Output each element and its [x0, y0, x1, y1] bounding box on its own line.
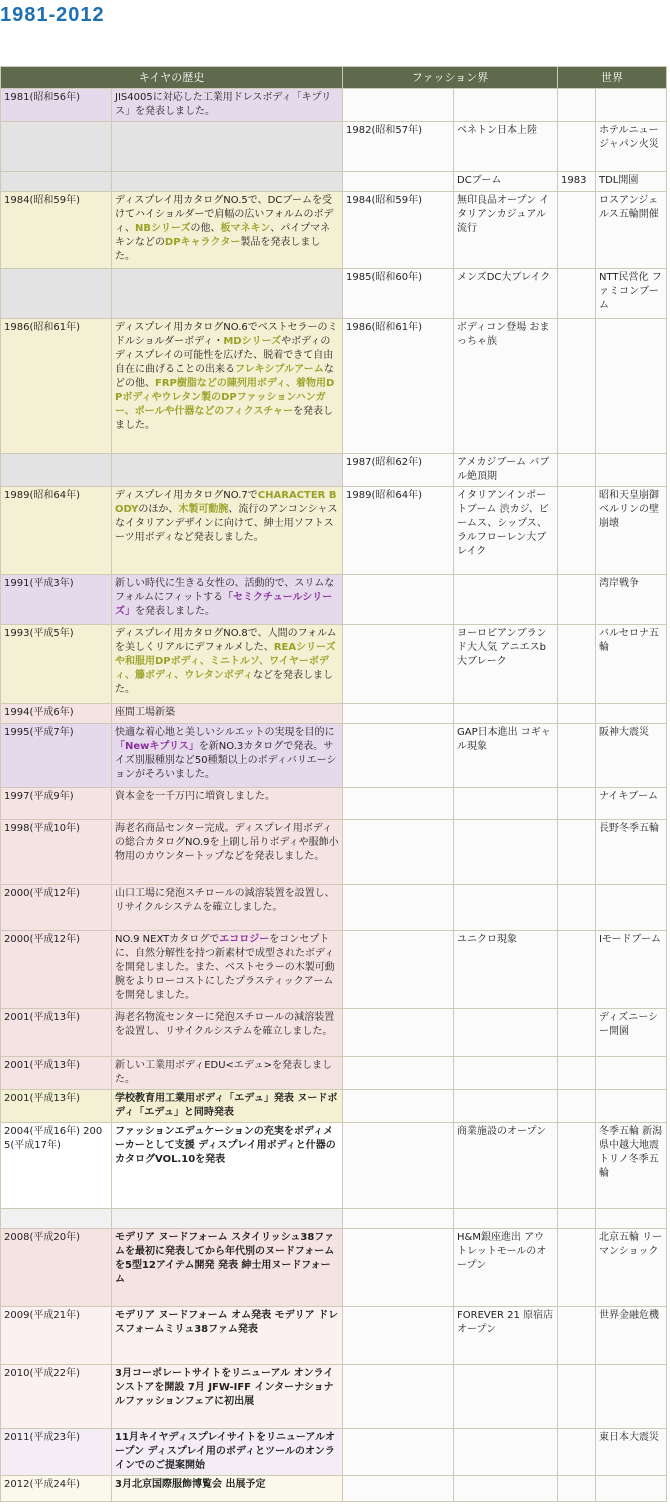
kiya-cell: [112, 931, 343, 1009]
history-row: [1, 1365, 667, 1429]
history-row: [1, 487, 667, 575]
year-text: 1991(平成3年): [4, 578, 74, 589]
fashion-cell: [454, 122, 558, 172]
kiya-text-segment: 新しい時代に生きる女性の、活動的で、スリムなフォルムにフィットする: [115, 578, 335, 603]
kiya-text-segment: フレキシブルアーム: [235, 364, 324, 375]
year-text: 2000(平成12年): [4, 934, 80, 945]
fashion-cell: [454, 1307, 558, 1365]
history-row: [1, 122, 667, 172]
world-cell: [596, 820, 667, 885]
history-row: [1, 454, 667, 487]
year-cell: [1, 454, 112, 487]
world-year-cell: [558, 1057, 596, 1090]
fashion-cell: [454, 454, 558, 487]
history-row: [1, 1429, 667, 1476]
page-title: 1981-2012: [0, 4, 105, 26]
fashion-cell: [454, 1090, 558, 1123]
world-cell: [596, 269, 667, 319]
kiya-text-segment: モデリア ヌードフォーム スタイリッシュ38ファムを最初に発表してから年代別のヌードフォームを5型12アイテム開発 発表 紳士用ヌードフォーム: [115, 1232, 335, 1285]
fashion-cell: [454, 625, 558, 704]
kiya-text-segment: 快適な着心地と美しいシルエットの実現を目的に: [115, 727, 335, 738]
world-text: ロスアンジェルス五輪開催: [599, 195, 659, 220]
kiya-text-segment: NO.9 NEXTカタログで: [115, 934, 220, 945]
year-cell: [1, 625, 112, 704]
fashion-year-cell: [343, 122, 454, 172]
fashion-year-cell: [343, 1429, 454, 1476]
history-row: [1, 931, 667, 1009]
history-row: [1, 1009, 667, 1057]
fashion-year-text: 1985(昭和60年): [346, 272, 422, 283]
year-cell: [1, 885, 112, 931]
world-year-cell: [558, 1365, 596, 1429]
world-cell: [596, 724, 667, 788]
fashion-cell: [454, 1209, 558, 1229]
fashion-year-cell: [343, 704, 454, 724]
year-cell: [1, 269, 112, 319]
kiya-cell: [112, 172, 343, 192]
world-cell: [596, 788, 667, 820]
fashion-cell: [454, 192, 558, 269]
kiya-cell: [112, 1429, 343, 1476]
kiya-cell: [112, 1229, 343, 1307]
world-text: 昭和天皇崩御 ベルリンの壁崩壊: [599, 490, 659, 529]
kiya-text-segment: を新NO.3カタログで発表。サイズ別服種別など50種類以上のボディバリエーションがそろいました。: [115, 741, 337, 780]
world-text: 東日本大震災: [599, 1432, 659, 1443]
world-year-cell: [558, 1229, 596, 1307]
history-row: [1, 724, 667, 788]
kiya-text-segment: モデリア ヌードフォーム オム発表 モデリア ドレスフォームミリュ38ファム発表: [115, 1310, 339, 1335]
fashion-text: DCブーム: [457, 175, 502, 186]
fashion-text: 商業施設のオープン: [457, 1126, 547, 1137]
world-year-cell: [558, 885, 596, 931]
fashion-year-cell: [343, 89, 454, 122]
history-row: [1, 1307, 667, 1365]
fashion-year-cell: [343, 1123, 454, 1209]
year-text: 2000(平成12年): [4, 888, 80, 899]
kiya-text-segment: 製品を発表しました。: [115, 237, 321, 262]
fashion-cell: [454, 1123, 558, 1209]
fashion-cell: [454, 1009, 558, 1057]
kiya-cell: [112, 1476, 343, 1502]
kiya-text-segment: 学校教育用工業用ボディ「エデュ」発表 ヌードボディ「エデュ」と同時発表: [115, 1093, 338, 1118]
world-cell: [596, 1229, 667, 1307]
world-year-cell: [558, 89, 596, 122]
fashion-cell: [454, 788, 558, 820]
kiya-cell: [112, 192, 343, 269]
world-text: 冬季五輪 新潟県中越大地震 トリノ冬季五輪: [599, 1126, 663, 1179]
year-cell: [1, 788, 112, 820]
kiya-text-segment: 山口工場に発泡スチロールの減溶装置を設置し、リサイクルシステムを確立しました。: [115, 888, 335, 913]
kiya-text-segment: などを発表しました。: [115, 670, 333, 695]
history-row: [1, 820, 667, 885]
kiya-text-segment: 海老名商品センター完成。ディスプレイ用ボディの総合カタログNO.9を上刷し吊りボディや服飾小物用のカウンタートップなどを発表しました。: [115, 823, 339, 862]
world-year-cell: [558, 319, 596, 454]
kiya-text-segment: 木製可動腕: [178, 504, 229, 515]
year-text: 1994(平成6年): [4, 707, 74, 718]
fashion-text: ボディコン登場 おまっちゃ族: [457, 322, 550, 347]
kiya-text-segment: FRP樹脂などの陳列用ボディ、着物用DPボディやウレタン製のDPファッションハンガー、ポールや什器などのフィクスチャー: [115, 378, 335, 417]
year-text: 2009(平成21年): [4, 1310, 80, 1321]
world-cell: [596, 1429, 667, 1476]
world-year-cell: [558, 625, 596, 704]
fashion-cell: [454, 1476, 558, 1502]
world-cell: [596, 172, 667, 192]
year-text: 2001(平成13年): [4, 1012, 80, 1023]
fashion-year-cell: [343, 487, 454, 575]
kiya-cell: [112, 122, 343, 172]
year-text: 2012(平成24年): [4, 1479, 80, 1490]
world-cell: [596, 1476, 667, 1502]
world-cell: [596, 319, 667, 454]
history-row: [1, 172, 667, 192]
year-cell: [1, 1057, 112, 1090]
world-cell: [596, 487, 667, 575]
fashion-year-cell: [343, 454, 454, 487]
year-cell: [1, 122, 112, 172]
kiya-text-segment: やボディのディスプレイの可能性を広げた、脱着できて自由自在に曲げることの出来る: [115, 336, 334, 375]
world-cell: [596, 1123, 667, 1209]
world-year-cell: [558, 1009, 596, 1057]
fashion-year-cell: [343, 625, 454, 704]
year-text: 2001(平成13年): [4, 1093, 80, 1104]
history-body: [1, 89, 667, 1502]
fashion-year-cell: [343, 192, 454, 269]
kiya-cell: [112, 454, 343, 487]
year-cell: [1, 724, 112, 788]
fashion-text: アメカジブーム バブル絶頂期: [457, 457, 550, 482]
fashion-cell: [454, 820, 558, 885]
world-cell: [596, 1009, 667, 1057]
world-year-cell: [558, 269, 596, 319]
kiya-text-segment: のほか、: [138, 504, 179, 515]
year-cell: [1, 820, 112, 885]
year-cell: [1, 1009, 112, 1057]
kiya-cell: [112, 625, 343, 704]
kiya-cell: [112, 575, 343, 625]
kiya-text-segment: 海老名物流センターに発泡スチロールの減溶装置を設置し、リサイクルシステムを確立しました。: [115, 1012, 335, 1037]
kiya-cell: [112, 1090, 343, 1123]
year-text: 1986(昭和61年): [4, 322, 80, 333]
world-year-cell: [558, 931, 596, 1009]
fashion-text: メンズDC大ブレイク: [457, 272, 551, 283]
fashion-year-cell: [343, 1476, 454, 1502]
history-row: [1, 89, 667, 122]
world-cell: [596, 1209, 667, 1229]
world-cell: [596, 1365, 667, 1429]
kiya-cell: [112, 89, 343, 122]
kiya-text-segment: エコロジー: [219, 934, 270, 945]
world-year-cell: [558, 704, 596, 724]
fashion-text: FOREVER 21 原宿店オープン: [457, 1310, 554, 1335]
history-row: [1, 1057, 667, 1090]
fashion-year-text: 1989(昭和64年): [346, 490, 422, 501]
kiya-text-segment: 、パイプマネキンなどの: [115, 223, 331, 248]
header-fashion-world: ファッション界: [343, 67, 558, 89]
year-cell: [1, 931, 112, 1009]
fashion-year-text: 1987(昭和62年): [346, 457, 422, 468]
world-cell: [596, 575, 667, 625]
fashion-year-cell: [343, 931, 454, 1009]
fashion-year-cell: [343, 1057, 454, 1090]
kiya-text-segment: 資本金を一千万円に増資しました。: [115, 791, 275, 802]
world-year-cell: [558, 724, 596, 788]
kiya-text-segment: DPキャラクター: [164, 237, 241, 248]
fashion-year-text: 1984(昭和59年): [346, 195, 422, 206]
kiya-text-segment: 「セミクチュールシリーズ」: [115, 592, 333, 617]
history-row: [1, 192, 667, 269]
year-text: 1998(平成10年): [4, 823, 80, 834]
world-cell: [596, 89, 667, 122]
fashion-text: 無印良品オープン イタリアンカジュアル流行: [457, 195, 550, 234]
world-year-cell: [558, 1429, 596, 1476]
fashion-text: H&M銀座進出 アウトレットモールのオープン: [457, 1232, 547, 1271]
kiya-text-segment: をコンセプトに、自然分解性を持つ新素材で成型されたボディを開発しました。また、ベストセラーの木製可動腕をよりローコストにしたプラスティックアームを開発しました。: [115, 934, 335, 1001]
world-cell: [596, 1090, 667, 1123]
fashion-cell: [454, 1365, 558, 1429]
world-year-cell: [558, 788, 596, 820]
fashion-year-cell: [343, 1009, 454, 1057]
history-row: [1, 269, 667, 319]
fashion-year-cell: [343, 885, 454, 931]
fashion-year-cell: [343, 820, 454, 885]
fashion-cell: [454, 172, 558, 192]
header-kiya-history: キイヤの歴史: [1, 67, 343, 89]
fashion-cell: [454, 931, 558, 1009]
world-text: ナイキブーム: [599, 791, 658, 802]
fashion-cell: [454, 1229, 558, 1307]
year-cell: [1, 89, 112, 122]
world-text: バルセロナ五輪: [599, 628, 659, 653]
fashion-year-cell: [343, 724, 454, 788]
world-year-cell: [558, 1123, 596, 1209]
year-cell: [1, 192, 112, 269]
year-text: 2008(平成20年): [4, 1232, 80, 1243]
year-text: 1993(平成5年): [4, 628, 74, 639]
kiya-text-segment: などの他、: [115, 364, 334, 389]
kiya-text-segment: ディスプレイ用カタログNO.6でベストセラーのミドルショルダーボディ・: [115, 322, 338, 347]
world-cell: [596, 192, 667, 269]
world-text: 湾岸戦争: [599, 578, 639, 589]
fashion-year-text: 1982(昭和57年): [346, 125, 422, 136]
history-row: [1, 1476, 667, 1502]
world-year-cell: [558, 454, 596, 487]
world-text: 北京五輪 リーマンショック: [599, 1232, 663, 1257]
fashion-cell: [454, 269, 558, 319]
kiya-cell: [112, 1307, 343, 1365]
world-text: NTT民営化 ファミコンブーム: [599, 272, 662, 311]
world-year-cell: [558, 487, 596, 575]
year-text: 1995(平成7年): [4, 727, 74, 738]
history-row: [1, 1209, 667, 1229]
kiya-cell: [112, 487, 343, 575]
fashion-year-cell: [343, 1229, 454, 1307]
kiya-text-segment: 3月北京国際服飾博覧会 出展予定: [115, 1479, 266, 1490]
history-row: [1, 319, 667, 454]
world-text: Iモードブーム: [599, 934, 661, 945]
year-cell: [1, 1476, 112, 1502]
year-cell: [1, 704, 112, 724]
history-row: [1, 625, 667, 704]
kiya-text-segment: を発表しました。: [135, 606, 215, 617]
world-cell: [596, 885, 667, 931]
kiya-text-segment: 3月コーポレートサイトをリニューアル オンラインストアを開設 7月 JFW-IFF インターナショナルファッションフェアに初出展: [115, 1368, 334, 1407]
year-cell: [1, 1429, 112, 1476]
kiya-cell: [112, 788, 343, 820]
fashion-cell: [454, 319, 558, 454]
kiya-text-segment: ディスプレイ用カタログNO.5で、DCブームを受けてハイショルダーで肩幅の広いフォルムのボディ、: [115, 195, 334, 234]
fashion-year-cell: [343, 269, 454, 319]
fashion-cell: [454, 487, 558, 575]
year-text: 1989(昭和64年): [4, 490, 80, 501]
history-row: [1, 575, 667, 625]
world-text: ディズニーシー開園: [599, 1012, 658, 1037]
kiya-text-segment: 板マネキン: [220, 223, 271, 234]
kiya-cell: [112, 885, 343, 931]
fashion-cell: [454, 885, 558, 931]
world-year-cell: [558, 1209, 596, 1229]
fashion-text: ヨーロピアンブランド大人気 アニエスb大ブレーク: [457, 628, 547, 667]
fashion-year-text: 1986(昭和61年): [346, 322, 422, 333]
year-text: 1997(平成9年): [4, 791, 74, 802]
world-cell: [596, 1307, 667, 1365]
kiya-cell: [112, 319, 343, 454]
fashion-cell: [454, 89, 558, 122]
fashion-text: ベネトン日本上陸: [457, 125, 537, 136]
world-year-text: 1983: [561, 175, 587, 186]
world-cell: [596, 931, 667, 1009]
kiya-cell: [112, 724, 343, 788]
kiya-text-segment: 11月キイヤディスプレイサイトをリニューアルオープン ディスプレイ用のボディとツールのオンラインでのご提案開始: [115, 1432, 336, 1471]
fashion-text: イタリアンインポートブーム 渋カジ、ビームス、シップス、ラルフローレン大ブレイク: [457, 490, 549, 557]
fashion-year-cell: [343, 1365, 454, 1429]
world-year-cell: [558, 820, 596, 885]
world-year-cell: [558, 1090, 596, 1123]
history-row: [1, 1090, 667, 1123]
kiya-text-segment: の他、: [190, 223, 221, 234]
year-cell: [1, 575, 112, 625]
year-cell: [1, 319, 112, 454]
history-row: [1, 1229, 667, 1307]
year-text: 2011(平成23年): [4, 1432, 80, 1443]
kiya-text-segment: ファッションエデュケーションの充実をボディメーカーとして支援 ディスプレイ用ボディと什器のカタログVOL.10を発表: [115, 1126, 336, 1165]
world-text: ホテルニュージャパン火災: [599, 125, 659, 150]
kiya-text-segment: MDシリーズ: [223, 336, 282, 347]
year-cell: [1, 1365, 112, 1429]
history-table: [0, 66, 667, 1502]
header-world: 世界: [558, 67, 667, 89]
fashion-cell: [454, 1429, 558, 1476]
kiya-text-segment: CHARACTER BODY: [115, 490, 337, 515]
kiya-text-segment: JIS4005に対応した工業用ドレスボディ「キプリス」を発表しました。: [115, 92, 332, 117]
fashion-year-cell: [343, 1209, 454, 1229]
kiya-cell: [112, 1365, 343, 1429]
kiya-cell: [112, 820, 343, 885]
world-cell: [596, 1057, 667, 1090]
world-text: 長野冬季五輪: [599, 823, 659, 834]
fashion-year-cell: [343, 788, 454, 820]
fashion-year-cell: [343, 319, 454, 454]
history-row: [1, 885, 667, 931]
year-text: 2001(平成13年): [4, 1060, 80, 1071]
kiya-cell: [112, 1209, 343, 1229]
world-year-cell: [558, 192, 596, 269]
year-text: 2004(平成16年) 2005(平成17年): [4, 1126, 103, 1151]
world-cell: [596, 704, 667, 724]
kiya-text-segment: NBシリーズ: [135, 223, 191, 234]
world-text: 阪神大震災: [599, 727, 649, 738]
kiya-text-segment: 新しい工業用ボディEDU<エデュ>を発表しました。: [115, 1060, 332, 1085]
world-cell: [596, 625, 667, 704]
world-cell: [596, 454, 667, 487]
year-text: 2010(平成22年): [4, 1368, 80, 1379]
world-year-cell: [558, 122, 596, 172]
fashion-text: GAP日本進出 コギャル現象: [457, 727, 551, 752]
year-text: 1981(昭和56年): [4, 92, 80, 103]
kiya-text-segment: ディスプレイ用カタログNO.7で: [115, 490, 258, 501]
kiya-cell: [112, 1123, 343, 1209]
kiya-cell: [112, 269, 343, 319]
world-text: 世界金融危機: [599, 1310, 659, 1321]
year-text: 1984(昭和59年): [4, 195, 80, 206]
fashion-text: ユニクロ現象: [457, 934, 517, 945]
fashion-year-cell: [343, 1307, 454, 1365]
year-cell: [1, 487, 112, 575]
kiya-cell: [112, 1009, 343, 1057]
world-year-cell: [558, 1307, 596, 1365]
fashion-cell: [454, 704, 558, 724]
kiya-text-segment: 、流行のアンコンシャスなイタリアンデザインに向けて、紳士用ソフトスーツ用ボディなど発表しました。: [115, 504, 338, 543]
history-row: [1, 788, 667, 820]
history-row: [1, 704, 667, 724]
fashion-year-cell: [343, 575, 454, 625]
world-year-cell: [558, 575, 596, 625]
header-row: [1, 67, 667, 89]
world-text: TDL開園: [599, 175, 639, 186]
fashion-year-cell: [343, 172, 454, 192]
world-cell: [596, 122, 667, 172]
fashion-cell: [454, 1057, 558, 1090]
year-cell: [1, 1123, 112, 1209]
kiya-text-segment: REAシリーズや和服用DPボディ、ミニトルソ、ワイヤーボディ、籐ボディ、ウレタンボディ: [115, 642, 336, 681]
kiya-text-segment: ディスプレイ用カタログNO.8で、人間のフォルムを美しくリアルにデフォルメした、: [115, 628, 337, 653]
kiya-cell: [112, 704, 343, 724]
fashion-cell: [454, 724, 558, 788]
kiya-text-segment: 「Newキプリス」: [115, 741, 199, 752]
year-cell: [1, 1307, 112, 1365]
world-year-cell: [558, 172, 596, 192]
kiya-text-segment: 座間工場新築: [115, 707, 175, 718]
kiya-cell: [112, 1057, 343, 1090]
year-cell: [1, 1090, 112, 1123]
fashion-year-cell: [343, 1090, 454, 1123]
world-year-cell: [558, 1476, 596, 1502]
kiya-text-segment: を発表しました。: [115, 406, 333, 431]
fashion-cell: [454, 575, 558, 625]
year-cell: [1, 1209, 112, 1229]
history-row: [1, 1123, 667, 1209]
year-cell: [1, 1229, 112, 1307]
year-cell: [1, 172, 112, 192]
